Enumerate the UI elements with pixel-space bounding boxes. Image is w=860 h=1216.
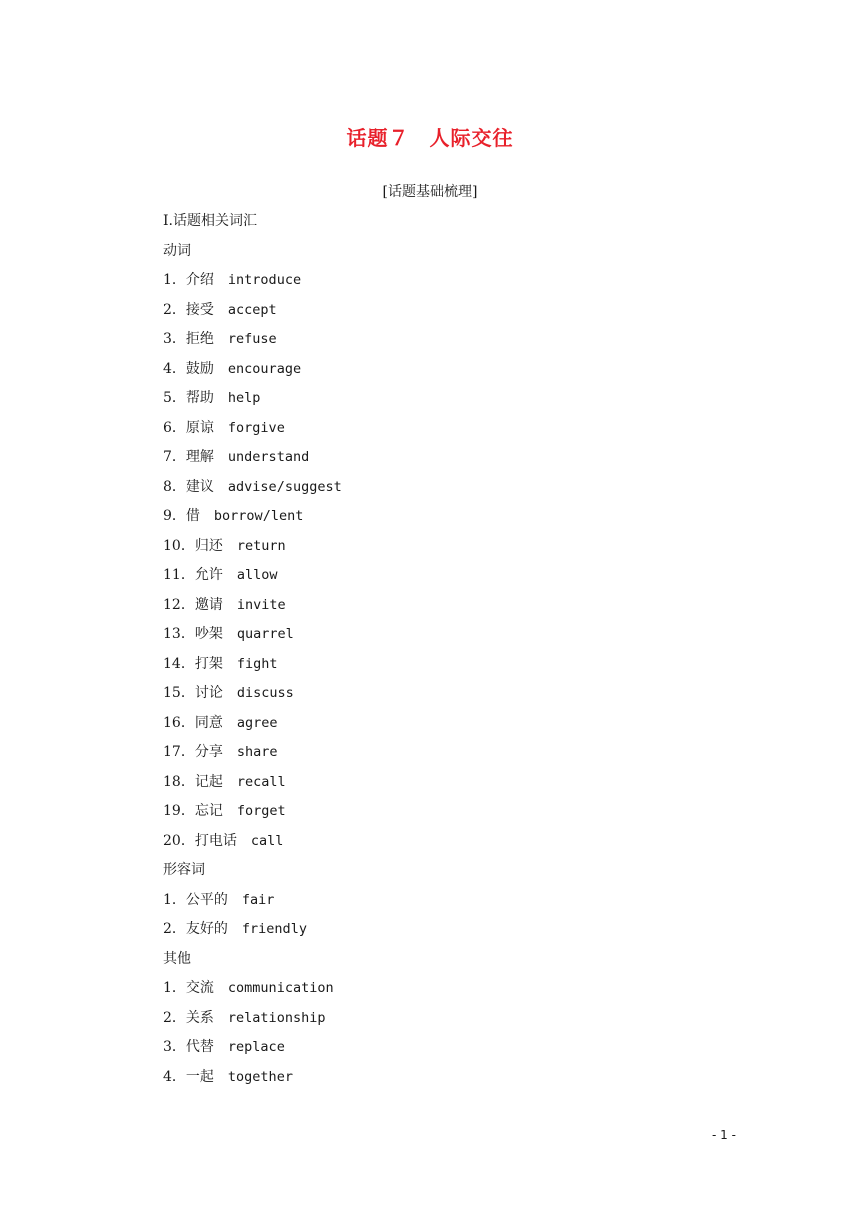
item-english: introduce: [227, 272, 302, 288]
item-number: 2．: [163, 301, 186, 318]
item-english: recall: [236, 773, 286, 790]
vocab-item: [163, 712, 743, 742]
item-number: 10．: [163, 537, 195, 554]
item-chinese: 忘记: [194, 803, 223, 819]
item-number: 13．: [163, 626, 195, 642]
item-chinese: 公平的: [185, 891, 228, 908]
item-chinese: 讨论: [194, 685, 223, 701]
item-chinese: 邀请: [194, 596, 223, 613]
vocab-item: [163, 889, 743, 919]
vocab-item: [163, 623, 743, 653]
vocab-item: [163, 830, 743, 860]
vocab-item: [163, 476, 743, 506]
vocab-item: [163, 358, 743, 388]
vocab-item: [163, 564, 743, 594]
vocab-item: [163, 977, 743, 1007]
page-number: - 1 -: [712, 1128, 736, 1142]
section-heading: Ⅰ.话题相关词汇: [163, 213, 257, 229]
item-number: 19．: [163, 803, 195, 819]
vocab-item: [163, 269, 743, 299]
item-chinese: 打电话: [194, 832, 237, 849]
item-english: relationship: [227, 1009, 326, 1026]
item-number: 2．: [163, 1009, 186, 1026]
item-number: 11．: [163, 567, 195, 583]
vocab-item: [163, 1036, 743, 1066]
item-number: 15．: [163, 685, 195, 701]
item-english: advise/suggest: [227, 478, 342, 495]
vocab-item: [163, 771, 743, 801]
item-number: 4．: [163, 360, 186, 377]
item-number: 18．: [163, 773, 195, 790]
vocab-item: [163, 1066, 743, 1096]
item-number: 2．: [163, 921, 186, 937]
item-number: 6．: [163, 419, 186, 436]
vocab-item: [163, 800, 743, 830]
item-chinese: 关系: [185, 1009, 214, 1026]
item-chinese: 理解: [185, 449, 214, 465]
verbs-heading: 动词: [163, 242, 191, 259]
item-english: friendly: [241, 921, 307, 937]
item-english: encourage: [227, 360, 302, 377]
item-english: accept: [227, 301, 277, 318]
item-chinese: 建议: [185, 478, 214, 495]
item-chinese: 鼓励: [185, 360, 214, 377]
item-chinese: 同意: [194, 714, 223, 731]
item-english: invite: [236, 596, 286, 613]
section-subtitle: [话题基础梳理]: [382, 184, 478, 200]
item-english: discuss: [236, 685, 294, 701]
item-number: 12．: [163, 596, 195, 613]
item-english: allow: [236, 567, 278, 583]
vocab-item: [163, 535, 743, 565]
vocab-item: [163, 328, 743, 358]
item-chinese: 记起: [194, 773, 223, 790]
item-english: borrow/lent: [213, 508, 304, 524]
item-english: understand: [227, 449, 310, 465]
vocab-item: [163, 1007, 743, 1037]
item-chinese: 打架: [194, 655, 223, 672]
item-number: 5．: [163, 390, 186, 406]
vocab-item: [163, 387, 743, 417]
item-chinese: 介绍: [185, 272, 214, 288]
item-english: help: [227, 390, 261, 406]
adjectives-list: [163, 889, 743, 948]
item-number: 3．: [163, 331, 186, 347]
item-chinese: 接受: [185, 301, 214, 318]
title-name: 人际交往: [429, 126, 514, 150]
item-chinese: 原谅: [185, 419, 214, 436]
vocabulary-content: [163, 210, 743, 1095]
item-english: replace: [227, 1039, 285, 1055]
item-chinese: 借: [185, 508, 200, 524]
item-number: 4．: [163, 1068, 186, 1085]
document-title: [0, 122, 860, 151]
item-number: 1．: [163, 272, 186, 288]
item-chinese: 吵架: [194, 626, 223, 642]
item-chinese: 允许: [194, 567, 223, 583]
item-number: 14．: [163, 655, 195, 672]
vocab-item: [163, 299, 743, 329]
item-number: 1．: [163, 891, 186, 908]
verbs-list: [163, 269, 743, 859]
others-heading: 其他: [163, 950, 191, 967]
item-chinese: 交流: [185, 980, 214, 996]
item-english: agree: [236, 714, 278, 731]
item-number: 16．: [163, 714, 195, 731]
item-number: 3．: [163, 1039, 186, 1055]
item-number: 17．: [163, 744, 195, 760]
item-chinese: 拒绝: [185, 331, 214, 347]
vocab-item: [163, 594, 743, 624]
vocab-item: [163, 505, 743, 535]
vocab-item: [163, 653, 743, 683]
item-chinese: 帮助: [185, 390, 214, 406]
vocab-item: [163, 417, 743, 447]
adjectives-heading: 形容词: [163, 862, 205, 878]
item-number: 7．: [163, 449, 186, 465]
item-english: communication: [227, 980, 334, 996]
others-list: [163, 977, 743, 1095]
vocab-item: [163, 682, 743, 712]
item-chinese: 一起: [185, 1068, 214, 1085]
item-english: call: [250, 832, 284, 849]
item-number: 1．: [163, 980, 186, 996]
item-english: refuse: [227, 331, 277, 347]
vocab-item: [163, 918, 743, 948]
item-english: forgive: [227, 419, 285, 436]
item-number: 8．: [163, 478, 186, 495]
item-english: fight: [236, 655, 278, 672]
vocab-item: [163, 741, 743, 771]
item-english: share: [236, 744, 278, 760]
item-english: fair: [241, 891, 275, 908]
vocab-item: [163, 446, 743, 476]
title-topic: 话题７: [346, 126, 410, 150]
item-number: 20．: [163, 832, 195, 849]
item-english: forget: [236, 803, 286, 819]
item-english: return: [236, 537, 286, 554]
item-chinese: 归还: [194, 537, 223, 554]
item-english: quarrel: [236, 626, 294, 642]
item-english: together: [227, 1068, 293, 1085]
item-chinese: 分享: [194, 744, 223, 760]
item-chinese: 代替: [185, 1039, 214, 1055]
item-chinese: 友好的: [185, 921, 228, 937]
item-number: 9．: [163, 508, 186, 524]
